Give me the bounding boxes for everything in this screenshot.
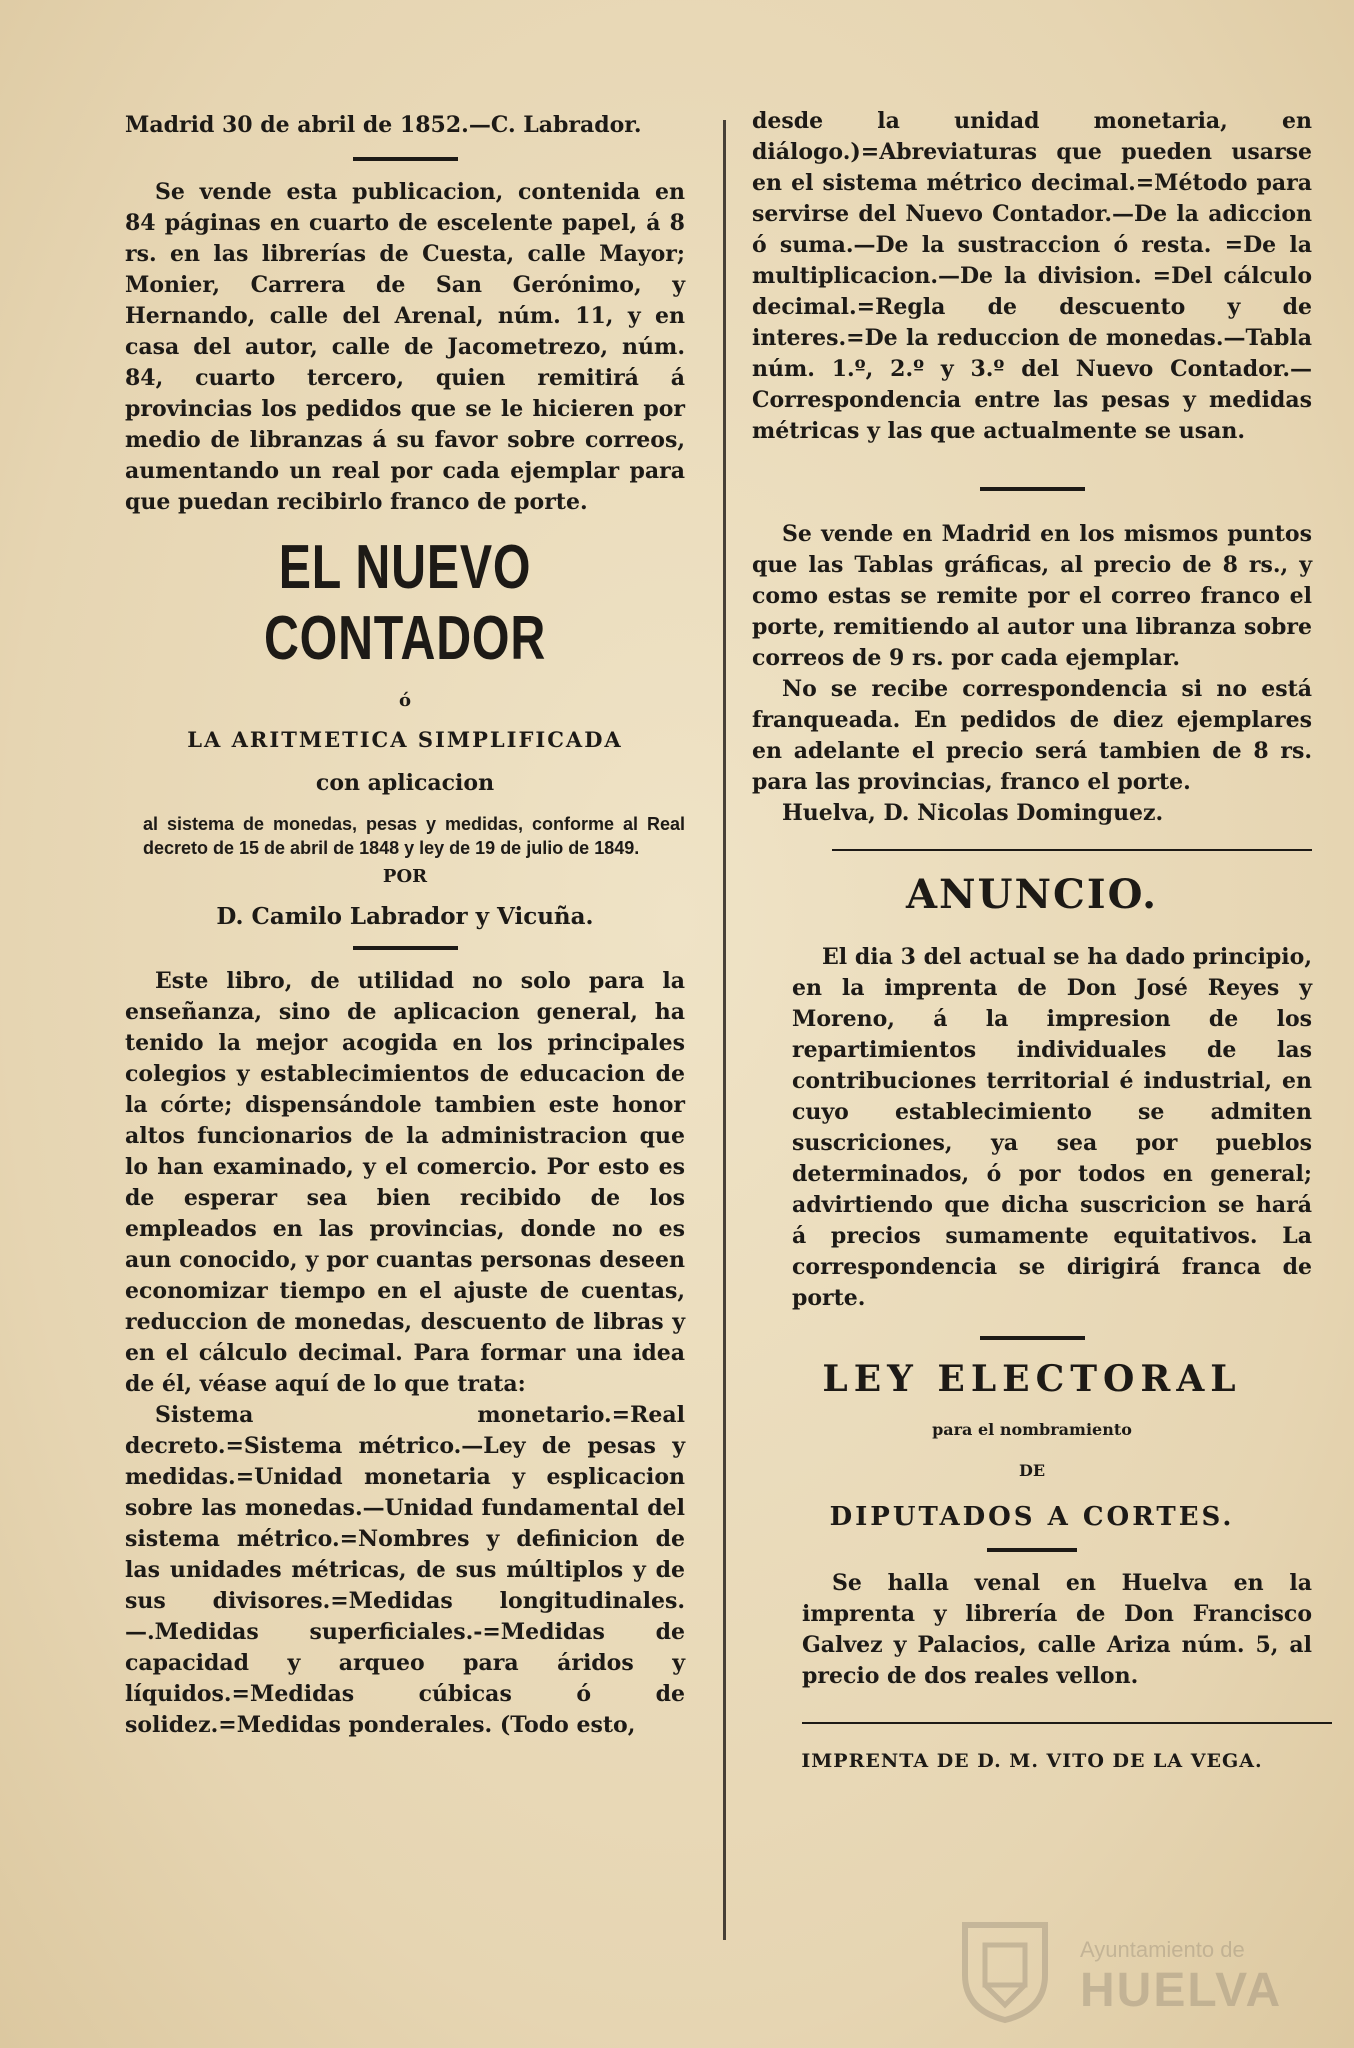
- printer-credit: IMPRENTA DE D. M. VITO DE LA VEGA.: [801, 1750, 1263, 1772]
- sale-paragraph: Se vende esta publicacion, contenida en 84 páginas en cuarto de escelente papel, á 8 rs. en las librerías de Cuesta, calle Mayor; Monier, Carrera de San Gerónimo, y Hernando, calle del Arenal, núm. 11, y en casa del autor, calle de Jacometrezo, núm. 84, cuarto tercero, quien remitirá á provincias los pedidos que se le hicieren por medio de libranzas á su favor sobre correos, aumentando un real por cada ejemplar para que puedan recibirlo franco de porte.: [125, 179, 685, 515]
- separator: [980, 487, 1085, 491]
- diputados-title: DIPUTADOS A CORTES.: [829, 1502, 1235, 1532]
- con-aplicacion: con aplicacion: [315, 770, 495, 796]
- ley-text: Se halla venal en Huelva en la imprenta y librería de Don Francisco Galvez y Palacios, calle Ariza núm. 5, al precio de dos reales vellon.: [802, 1570, 1312, 1689]
- separator: [980, 1336, 1085, 1340]
- ley-subtitle: para el nombramiento: [932, 1420, 1132, 1439]
- anuncio-text: El dia 3 del actual se ha dado principio, en la imprenta de Don José Reyes y Moreno, á la impresion de los repartimientos individuales de las contribuciones territorial é industrial, en cuyo establecimiento se admiten suscriciones, ya sea por pueblos determinados, ó por todos en general; advirtiendo que dicha suscricion se hará á precios sumamente equitativos. La correspondencia se dirigirá franca de porte.: [792, 944, 1312, 1311]
- contents-list-left: Sistema monetario.=Real decreto.=Sistema métrico.—Ley de pesas y medidas.=Unidad monetaria y esplicacion sobre las monedas.—Unidad fundamental del sistema métrico.=Nombres y definicion de las unidades métricas, de sus múltiplos y de sus divisores.=Medidas longitudinales.—.Medidas superficiales.-=Medidas de capacidad y arqueo para áridos y líquidos.=Medidas cúbicas ó de solidez.=Medidas ponderales. (Todo esto,: [125, 1402, 685, 1738]
- title-conjunction: ó: [398, 690, 411, 711]
- author-name: D. Camilo Labrador y Vicuña.: [216, 903, 594, 930]
- book-title: EL NUEVO CONTADOR: [263, 533, 547, 673]
- column-divider: [723, 120, 726, 1940]
- watermark: [955, 1915, 1295, 2025]
- section-rule: [802, 1722, 1332, 1724]
- separator: [353, 946, 458, 950]
- application-text: al sistema de monedas, pesas y medidas, conforme al Real decreto de 15 de abril de 1848 y ley de 19 de julio de 1849.: [143, 814, 685, 858]
- anuncio-title: ANUNCIO.: [905, 871, 1158, 918]
- section-rule: [832, 849, 1312, 851]
- coat-of-arms-icon: [955, 1915, 1055, 2025]
- right-column: [752, 110, 1312, 1772]
- huelva-agent: Huelva, D. Nicolas Dominguez.: [782, 800, 1164, 826]
- book-subtitle: LA ARITMETICA SIMPLIFICADA: [187, 727, 623, 752]
- por-label: POR: [382, 866, 428, 887]
- dateline: Madrid 30 de abril de 1852.—C. Labrador.: [125, 112, 642, 138]
- left-column: [125, 110, 685, 1741]
- separator: [353, 157, 458, 161]
- ley-electoral-title: LEY ELECTORAL: [822, 1358, 1242, 1400]
- ley-de: DE: [1018, 1461, 1046, 1480]
- no-correspondence: No se recibe correspondencia si no está franqueada. En pedidos de diez ejemplares en adelante el precio será tambien de 8 rs. para las provincias, franco el porte.: [752, 676, 1312, 795]
- sale-madrid: Se vende en Madrid en los mismos puntos que las Tablas gráficas, al precio de 8 rs., y como estas se remite por el correo franco el porte, remitiendo al autor una libranza sobre correos de 9 rs. por cada ejemplar.: [752, 521, 1312, 671]
- contents-list-right: desde la unidad monetaria, en diálogo.)=Abreviaturas que pueden usarse en el sistema métrico decimal.=Método para servirse del Nuevo Contador.—De la adiccion ó suma.—De la sustraccion ó resta. =De la multiplicacion.—De la division. =Del cálculo decimal.=Regla de descuento y de interes.=De la reduccion de monedas.—Tabla núm. 1.º, 2.º y 3.º del Nuevo Contador.—Correspondencia entre las pesas y medidas métricas y las que actualmente se usan.: [752, 108, 1312, 444]
- separator: [987, 1548, 1077, 1552]
- watermark-line1: Ayuntamiento de: [1080, 1937, 1245, 1962]
- watermark-line2: HUELVA: [1080, 1964, 1283, 2017]
- book-description: Este libro, de utilidad no solo para la enseñanza, sino de aplicacion general, ha tenido la mejor acogida en los principales colegios y establecimientos de educacion de la córte; dispensándole tambien este honor altos funcionarios de la administracion que lo han examinado, y el comercio. Por esto es de esperar sea bien recibido de los empleados en las provincias, donde no es aun conocido, y por cuantas personas deseen economizar tiempo en el ajuste de cuentas, reduccion de monedas, descuento de libras y en el cálculo decimal. Para formar una idea de él, véase aquí de lo que trata:: [125, 968, 685, 1397]
